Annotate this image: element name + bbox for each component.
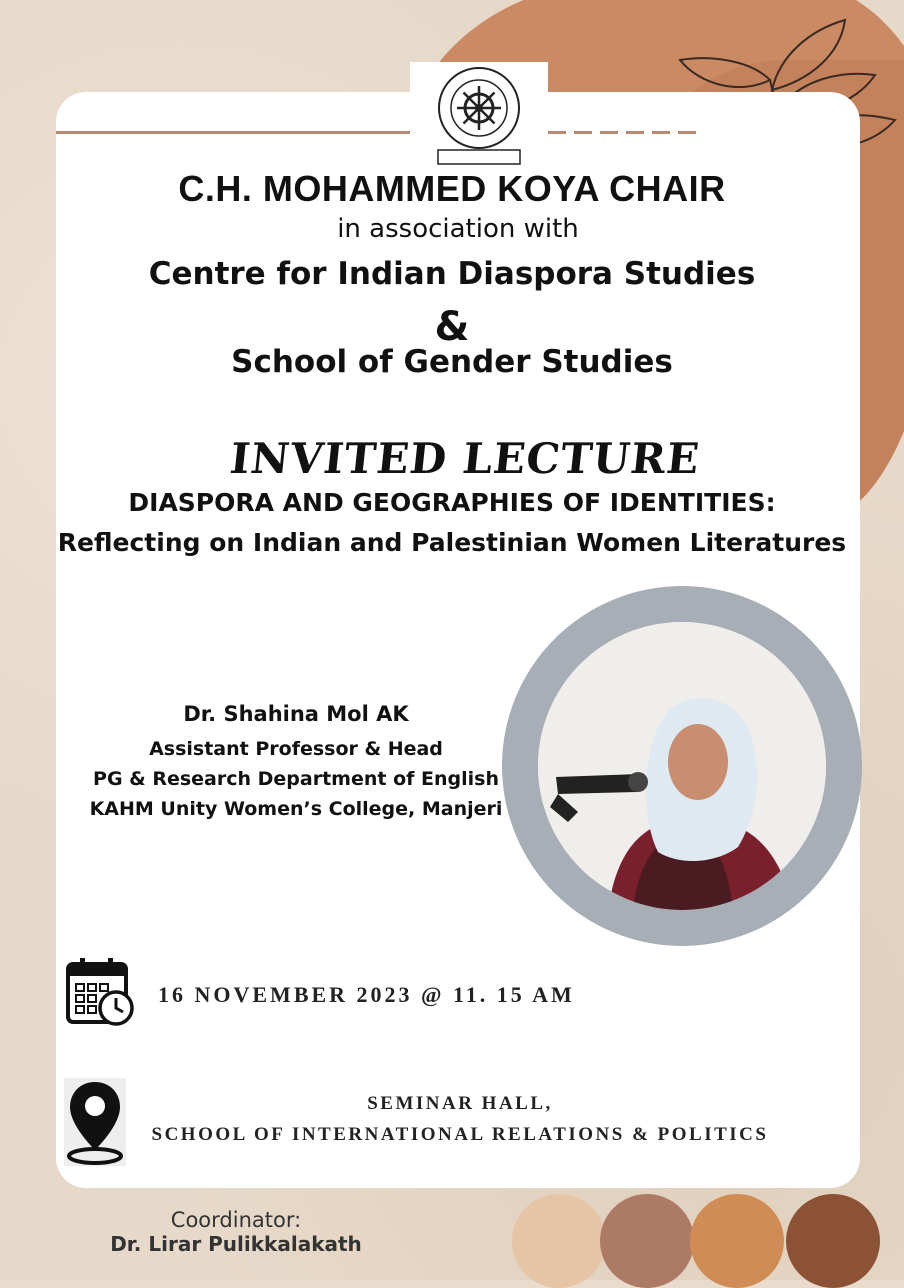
top-divider-right [548,131,698,134]
chair-title: C.H. MOHAMMED KOYA CHAIR [178,168,726,209]
coordinator-name: Dr. Lirar Pulikkalakath [110,1232,362,1256]
partner-sgs: School of Gender Studies [231,344,673,380]
university-logo [410,62,548,170]
association-text: in association with [337,214,579,244]
decorative-dot [512,1194,606,1288]
lecture-subtitle: Reflecting on Indian and Palestinian Women Literatures [57,528,847,557]
speaker-institution: KAHM Unity Women’s College, Manjeri [89,798,503,820]
speaker-name: Dr. Shahina Mol AK [183,702,409,726]
speaker-info [56,702,536,824]
lecture-type: INVITED LECTURE [227,434,703,483]
decorative-dot [690,1194,784,1288]
decorative-dot [600,1194,694,1288]
partner-cids: Centre for Indian Diaspora Studies [148,256,756,292]
location-pin-icon [64,1078,126,1166]
venue-line-1: SEMINAR HALL, [367,1093,553,1114]
coordinator-label: Coordinator: [170,1208,302,1232]
coordinator-block [96,1208,376,1256]
top-divider-left [56,131,411,134]
event-venue [120,1088,800,1150]
calendar-icon [66,956,136,1026]
ampersand: & [434,304,470,350]
speaker-photo [538,622,826,910]
speaker-department: PG & Research Department of English [93,768,499,790]
speaker-designation: Assistant Professor & Head [149,738,443,760]
venue-line-2: SCHOOL OF INTERNATIONAL RELATIONS & POLITICS [151,1124,769,1145]
lecture-title: DIASPORA AND GEOGRAPHIES OF IDENTITIES: [128,488,776,517]
event-date-time: 16 NOVEMBER 2023 @ 11. 15 AM [158,982,575,1007]
decorative-dot [786,1194,880,1288]
